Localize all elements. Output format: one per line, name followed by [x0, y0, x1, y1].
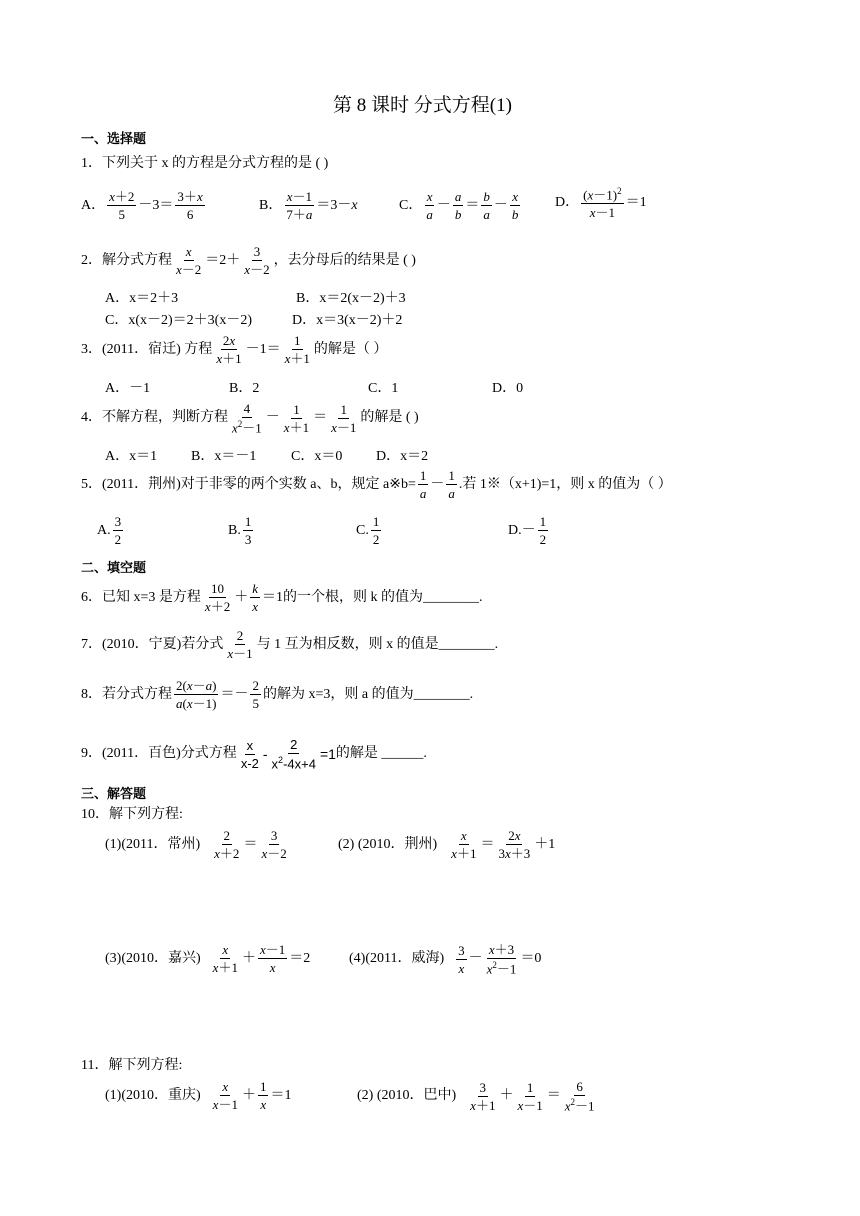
question-5-stem: 5．(2011．荆州)对于非零的两个实数 a、b，规定 a※b= $\frac{1}{a}$ － $\frac{1}{a}$ .若 1※（x+1)=1，则 x 的值为（ ） [81, 468, 672, 501]
question-text: .若 1※（x+1)=1，则 x 的值为（ ） [458, 476, 672, 492]
question-3-stem: 3．(2011．宿迁) 方程 $\frac{2x}{x+1}$ －1＝ $\frac{1}{x+1}$ 的解是（ ） [81, 333, 388, 366]
question-text: 的一个根，则 k 的值为________. [282, 589, 483, 605]
question-text: 与 1 互为相反数，则 x 的值是________. [256, 636, 499, 652]
question-4-option-a: A．x＝1 [105, 449, 158, 464]
question-text: 的解是 ( ) [360, 410, 419, 426]
question-2-option-a: A．x＝2＋3 [105, 291, 179, 306]
section-heading-solve: 三、解答题 [81, 787, 147, 802]
question-text: 4．不解方程，判断方程 [81, 410, 228, 426]
part-label: (1)(2010．重庆) [105, 1087, 201, 1103]
question-text: 的解为 x=3，则 a 的值为________. [262, 686, 474, 702]
question-4-option-d: D．x＝2 [376, 449, 429, 464]
question-text: 2．解分式方程 [81, 252, 172, 268]
section-heading-choice: 一、选择题 [81, 132, 147, 147]
question-10-part-1: (1)(2011．常州) $\frac{2}{x+2}$ ＝ $\frac{3}{x-2}$ [105, 828, 287, 861]
question-10-part-2: (2) (2010．荆州) $\frac{x}{x+1}$ ＝ $\frac{2x}{3x+3}$ ＋1 [338, 828, 556, 861]
question-1-option-c: C． $\frac{x}{a}$ － $\frac{a}{b}$ ＝ $\frac{b}{a}$ － $\frac{x}{b}$ [399, 189, 519, 222]
question-11-part-1: (1)(2010．重庆) $\frac{x}{x-1}$ ＋ $\frac{1}{x}$ ＝1 [105, 1079, 292, 1112]
question-7: 7．(2010．宁夏)若分式 $\frac{2}{x-1}$ 与 1 互为相反数，则 x 的值是________. [81, 628, 499, 661]
question-text: 8．若分式方程 [81, 686, 172, 702]
option-label: A. [97, 522, 111, 538]
question-10-part-4: (4)(2011．威海) $\frac{3}{x}$ － $\frac{x+3}{x^2-1}$ ＝0 [349, 942, 542, 977]
question-text: 6．已知 x=3 是方程 [81, 589, 201, 605]
question-2-option-d: D．x＝3(x－2)＋2 [292, 313, 403, 328]
question-text: 的解是（ ） [313, 341, 388, 357]
question-6: 6．已知 x=3 是方程 $\frac{10}{x+2}$ ＋ $\frac{k}{x}$ ＝1 的一个根，则 k 的值为________. [81, 581, 483, 614]
question-1-option-d: D． $\frac{(x-1)^2}{x-1}$ ＝1 [555, 186, 647, 221]
option-label: D． [555, 195, 580, 211]
part-label: (1)(2011．常州) [105, 836, 201, 852]
part-label: (3)(2010．嘉兴) [105, 950, 201, 966]
option-label: C. [356, 522, 369, 538]
question-5-option-a: A. $\frac{3}{2}$ [97, 514, 122, 547]
question-8: 8．若分式方程 $\frac{2(x-a)}{a(x-1)}$ ＝－ $\frac{2}{5}$ 的解为 x=3，则 a 的值为________. [81, 678, 474, 711]
question-text: 7．(2010．宁夏)若分式 [81, 636, 224, 652]
option-label: D.－ [508, 522, 536, 538]
question-4-option-b: B．x＝－1 [191, 449, 257, 464]
question-11-stem: 11．解下列方程: [81, 1058, 183, 1073]
option-label: B． [259, 197, 283, 213]
part-label: (2) (2010．荆州) [338, 836, 438, 852]
question-3-option-a: A．－1 [105, 381, 151, 396]
option-label: C． [399, 197, 423, 213]
question-10-part-3: (3)(2010．嘉兴) $\frac{x}{x+1}$ ＋ $\frac{x-1}{x}$ ＝2 [105, 942, 311, 975]
question-3-option-c: C．1 [368, 381, 399, 396]
question-text: ，去分母后的结果是 ( ) [273, 252, 416, 268]
question-5-option-b: B. $\frac{1}{3}$ [228, 514, 252, 547]
question-1-stem: 1．下列关于 x 的方程是分式方程的是 ( ) [81, 156, 329, 171]
question-4-stem: 4．不解方程，判断方程 $\frac{4}{x^2-1}$ － $\frac{1}{x+1}$ ＝ $\frac{1}{x-1}$ 的解是 ( ) [81, 401, 419, 436]
question-5-option-c: C. $\frac{1}{2}$ [356, 514, 380, 547]
option-label: B. [228, 522, 241, 538]
question-11-part-2: (2) (2010．巴中) $\frac{3}{x+1}$ ＋ $\frac{1}{x-1}$ ＝ $\frac{6}{x^2-1}$ [357, 1079, 595, 1114]
question-10-stem: 10．解下列方程: [81, 807, 183, 822]
question-1-option-a: A． $\frac{x+2}{5}$ －3＝ $\frac{3+x}{6}$ [81, 189, 203, 222]
question-2-option-c: C．x(x－2)＝2＋3(x－2) [105, 313, 252, 328]
page-title: 第 8 课时 分式方程(1) [333, 95, 512, 116]
question-5-option-d: D.－ $\frac{1}{2}$ [508, 514, 547, 547]
question-9: 9．(2011．百色)分式方程 $\frac{x}{x-2}$ - $\frac{2}{x^2-4x+4}$ =1 的解是 ______. [81, 737, 427, 772]
question-4-option-c: C．x＝0 [291, 449, 343, 464]
question-2-option-b: B．x＝2(x－2)＋3 [296, 291, 406, 306]
part-label: (4)(2011．威海) [349, 951, 445, 967]
question-3-option-b: B．2 [229, 381, 260, 396]
section-heading-fill: 二、填空题 [81, 561, 147, 576]
option-label: A． [81, 197, 106, 213]
question-1-option-b: B． $\frac{x-1}{7+a}$ ＝3－x [259, 189, 358, 222]
question-2-stem: 2．解分式方程 $\frac{x}{x-2}$ ＝2＋ $\frac{3}{x-2}$ ，去分母后的结果是 ( ) [81, 244, 416, 277]
part-label: (2) (2010．巴中) [357, 1088, 457, 1104]
question-text: 9．(2011．百色)分式方程 [81, 746, 237, 762]
question-text: 5．(2011．荆州)对于非零的两个实数 a、b，规定 a※b= [81, 476, 416, 492]
question-text: 3．(2011．宿迁) 方程 [81, 341, 213, 357]
question-text: 的解是 ______. [335, 746, 427, 762]
question-3-option-d: D．0 [492, 381, 524, 396]
